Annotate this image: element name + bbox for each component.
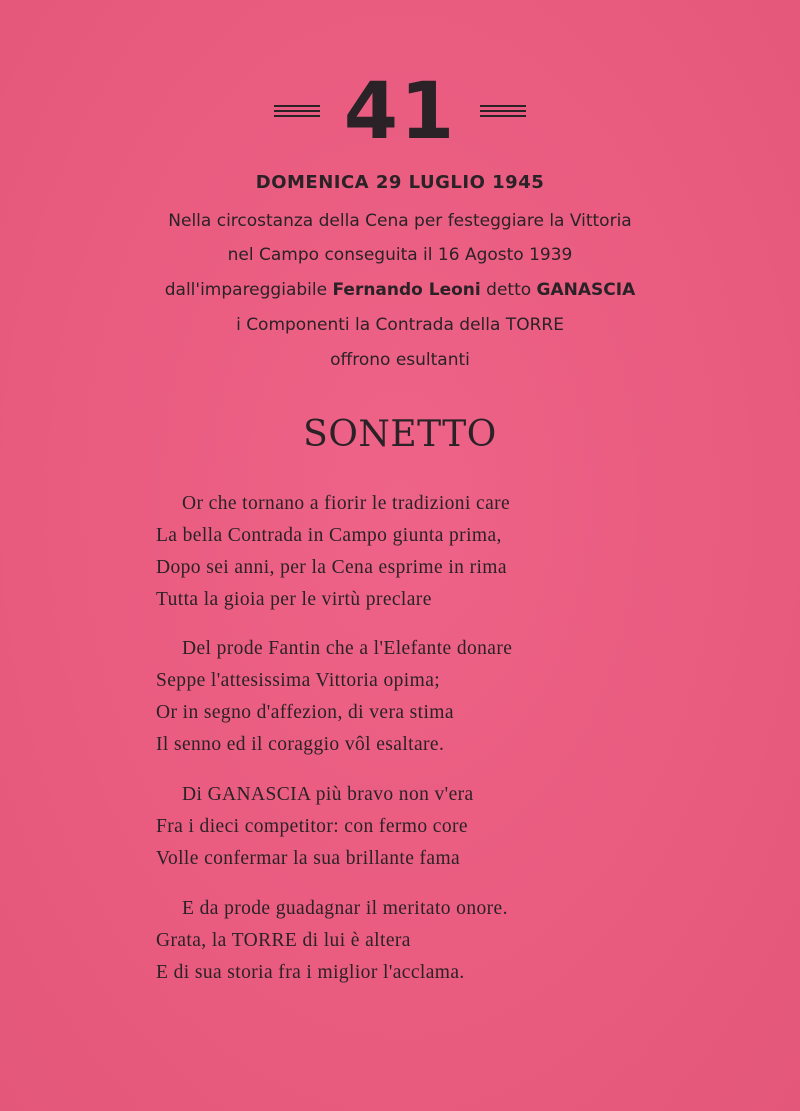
poem-title: SONETTO [303,414,497,455]
intro-line-3-prefix: dall'impareggiabile [164,280,328,300]
poem-line: E da prode guadagnar il meritato onore. [182,898,508,919]
intro-line-1: Nella circostanza della Cena per festeggiare la Vittoria [168,211,632,231]
event-date: DOMENICA 29 LUGLIO 1945 [255,172,545,193]
left-triple-rule [274,105,320,119]
issue-number-row [0,67,800,157]
poem-line: Or che tornano a fiorir le tradizioni care [182,493,511,514]
intro-line-3-middle: detto [486,280,532,300]
poem-stanza-3 [156,779,474,875]
poem-line: Di GANASCIA più bravo non v'era [182,784,474,805]
poem-stanza-2 [156,633,512,761]
poem-line: Dopo sei anni, per la Cena esprime in rima [156,557,507,578]
poem-line: Seppe l'attesissima Vittoria opima; [156,670,441,691]
intro-line-4: i Componenti la Contrada della TORRE [236,315,564,335]
poem-line: E di sua storia fra i miglior l'acclama. [156,962,465,983]
intro-line-3 [0,280,800,300]
poem-stanza-1 [156,488,510,616]
poem-line: Del prode Fantin che a l'Elefante donare [182,638,513,659]
poem-line: Fra i dieci competitor: con fermo core [156,816,468,837]
poem-line: La bella Contrada in Campo giunta prima, [156,525,502,546]
intro-line-5: offrono esultanti [330,350,470,370]
poem-line: Tutta la gioia per le virtù preclare [156,589,432,610]
poem-line: Volle confermar la sua brillante fama [156,848,461,869]
issue-number: 41 [343,67,457,157]
jockey-nickname: GANASCIA [536,280,636,300]
intro-line-2: nel Campo conseguita il 16 Agosto 1939 [227,245,573,265]
poem-stanza-4 [156,893,508,989]
poem-line: Grata, la TORRE di lui è altera [156,930,411,951]
right-triple-rule [480,105,526,119]
jockey-name: Fernando Leoni [332,280,481,300]
poem-line: Or in segno d'affezion, di vera stima [156,702,454,723]
poem-line: Il senno ed il coraggio vôl esaltare. [156,734,445,755]
